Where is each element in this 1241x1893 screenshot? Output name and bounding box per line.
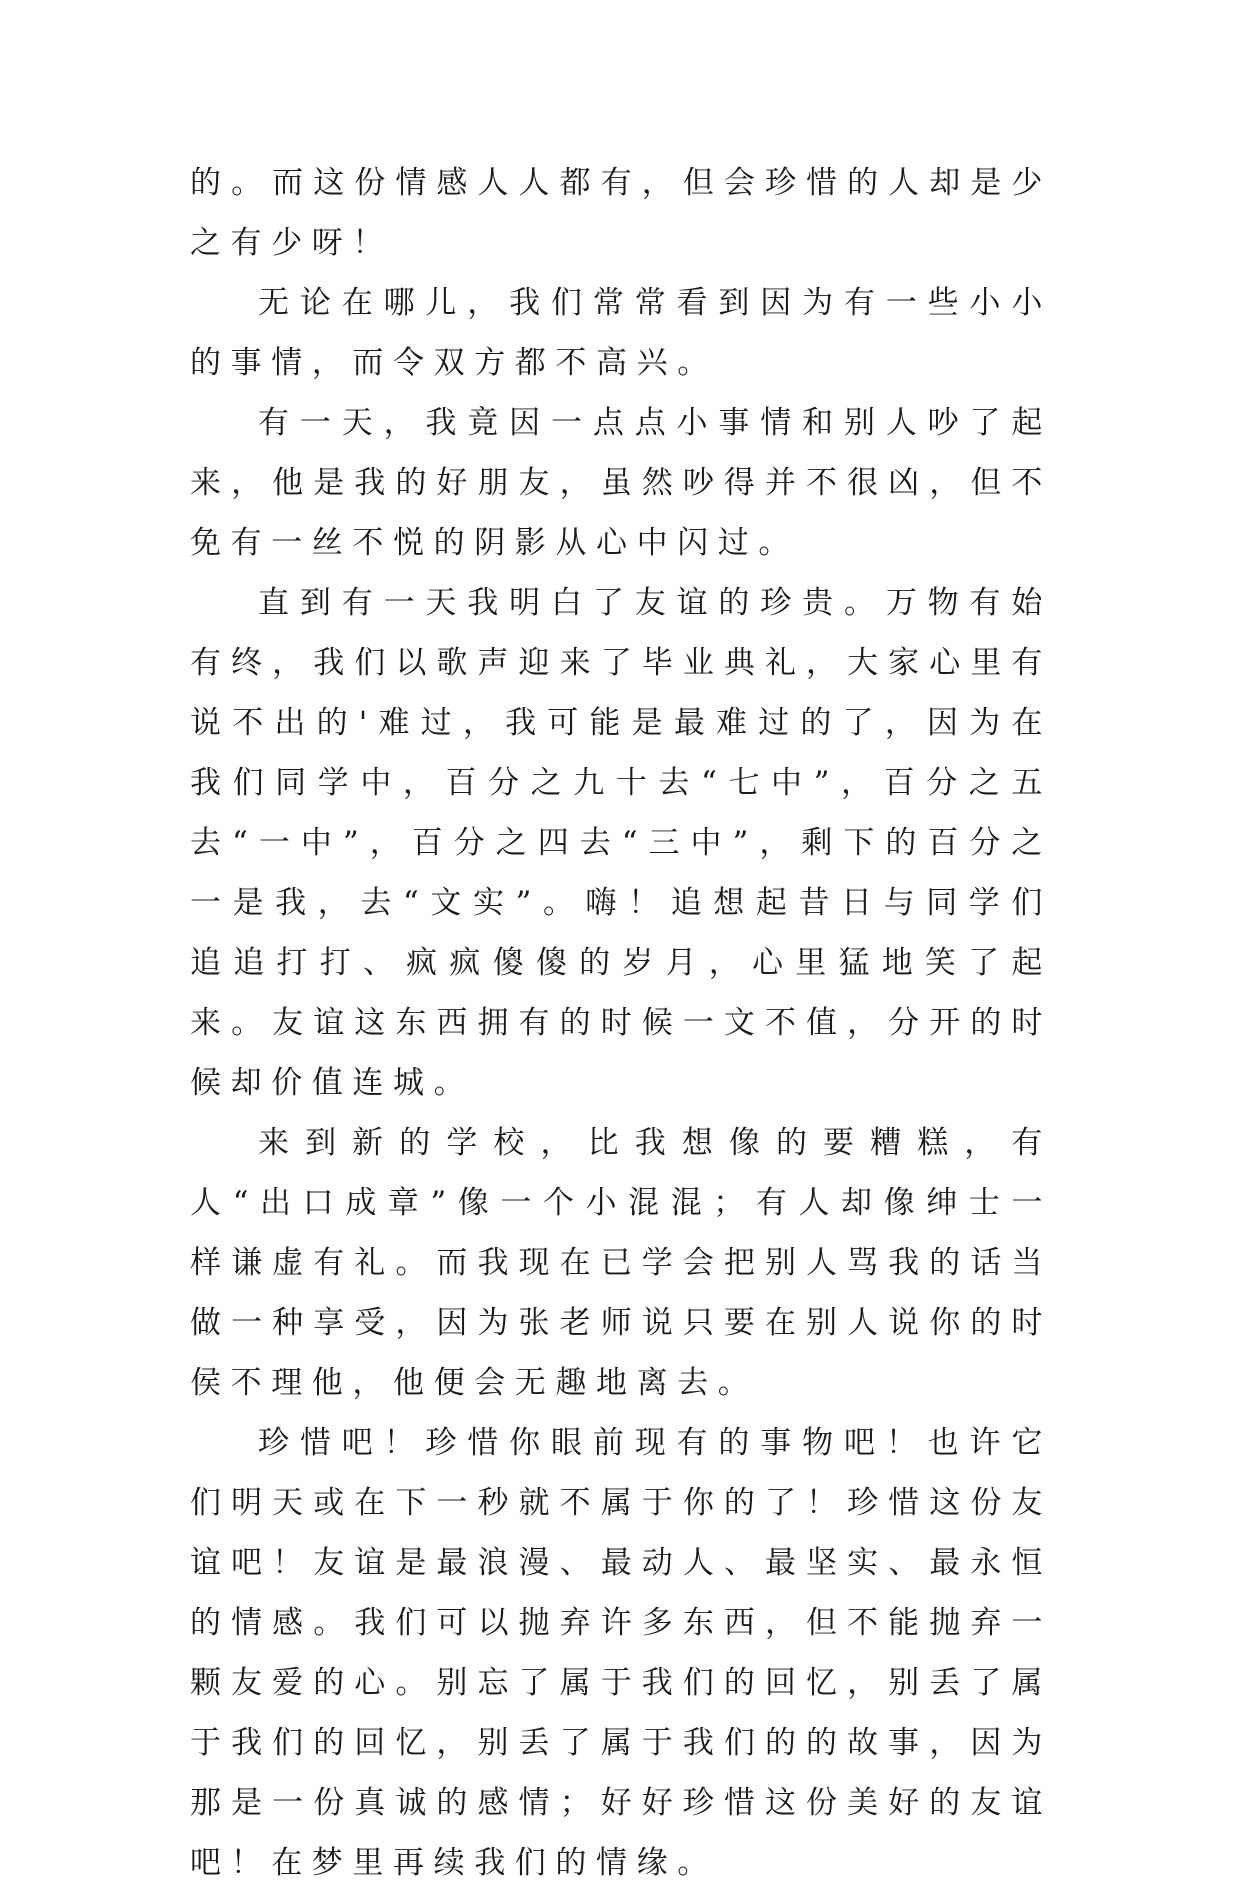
paragraph: 来到新的学校，比我想像的要糟糕，有人“出口成章”像一个小混混；有人却像绅士一样谦虚有礼。而我现在已学会把别人骂我的话当做一种享受，因为张老师说只要在别人说你的时侯不理他，他便会无趣地离去。 [190,1125,1052,1401]
paragraph: 珍惜吧！珍惜你眼前现有的事物吧！也许它们明天或在下一秒就不属于你的了！珍惜这份友谊吧！友谊是最浪漫、最动人、最坚实、最永恒的情感。我们可以抛弃许多东西，但不能抛弃一颗友爱的心。别忘了属于我们的回忆，别丢了属于我们的回忆，别丢了属于我们的的故事，因为那是一份真诚的感情；好好珍惜这份美好的友谊吧！在梦里再续我们的情缘。 [190,1425,1052,1881]
document-body [190,153,1052,1893]
paragraph: 直到有一天我明白了友谊的珍贵。万物有始有终，我们以歌声迎来了毕业典礼，大家心里有说不出的'难过，我可能是最难过的了，因为在我们同学中，百分之九十去“七中”，百分之五去“一中”，百分之四去“三中”，剩下的百分之一是我，去“文实”。嗨！追想起昔日与同学们追追打打、疯疯傻傻的岁月，心里猛地笑了起来。友谊这东西拥有的时候一文不值，分开的时候却价值连城。 [190,585,1052,1101]
paragraph-continuation: 的。而这份情感人人都有，但会珍惜的人却是少之有少呀！ [190,165,1052,261]
paragraph: 有一天，我竟因一点点小事情和别人吵了起来，他是我的好朋友，虽然吵得并不很凶，但不免有一丝不悦的阴影从心中闪过。 [190,405,1052,561]
paragraph: 无论在哪儿，我们常常看到因为有一些小小的事情，而令双方都不高兴。 [190,285,1052,381]
